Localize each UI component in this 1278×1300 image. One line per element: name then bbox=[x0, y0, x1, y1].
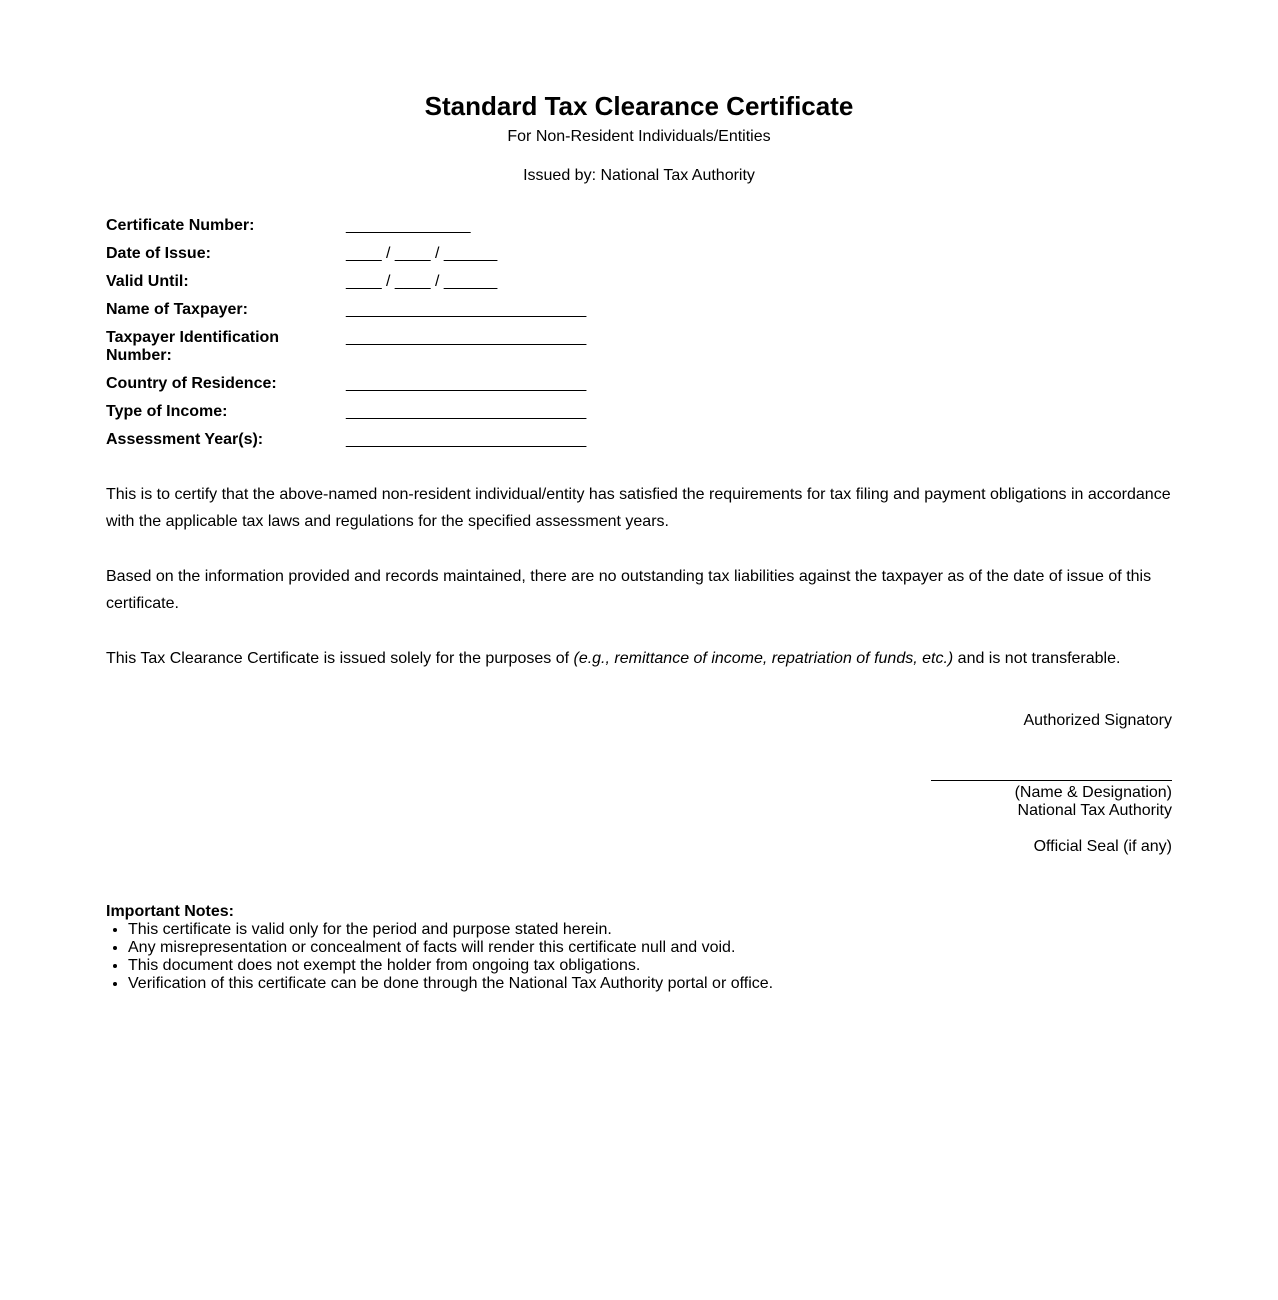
field-row-certificate-number bbox=[106, 216, 1172, 244]
name-designation: (Name & Designation) bbox=[1014, 784, 1172, 801]
liabilities-paragraph: Based on the information provided and records maintained, there are no outstanding tax liabilities against the taxpayer as of the date of issue of this certificate. bbox=[106, 568, 1152, 612]
authority-name: National Tax Authority bbox=[1017, 802, 1172, 819]
field-row-type-of-income bbox=[106, 402, 1172, 430]
field-label: Country of Residence: bbox=[106, 375, 277, 392]
field-blank: ____ / ____ / ______ bbox=[346, 273, 498, 290]
field-row-date-of-issue bbox=[106, 244, 1172, 272]
page-title: Standard Tax Clearance Certificate bbox=[424, 91, 854, 121]
signature-line bbox=[931, 780, 1172, 781]
issuer-line: Issued by: National Tax Authority bbox=[523, 167, 755, 184]
notes-title: Important Notes: bbox=[106, 903, 234, 920]
signatory-heading: Authorized Signatory bbox=[1023, 712, 1172, 729]
important-notes bbox=[106, 903, 1172, 993]
purpose-text-start: This Tax Clearance Certificate is issued solely for the purposes of bbox=[106, 650, 574, 667]
field-label: Certificate Number: bbox=[106, 217, 255, 234]
field-row-name-of-taxpayer bbox=[106, 300, 1172, 328]
list-item: • This certificate is valid only for the period and purpose stated herein. bbox=[128, 921, 1172, 939]
field-blank: ___________________________ bbox=[346, 375, 587, 392]
field-blank: ______________ bbox=[346, 217, 471, 234]
certificate-fields bbox=[106, 216, 1172, 458]
field-label: Valid Until: bbox=[106, 273, 189, 290]
purpose-paragraph bbox=[106, 645, 1172, 672]
field-label: Taxpayer Identification Number: bbox=[106, 329, 280, 364]
field-blank: ___________________________ bbox=[346, 403, 587, 420]
field-blank: ____ / ____ / ______ bbox=[346, 245, 498, 262]
certification-paragraph: This is to certify that the above-named non-resident individual/entity has satisfied the requirements for tax filing and payment obligations in accordance with the applicable tax laws and regulations for the specified assessment years. bbox=[106, 486, 1171, 530]
purpose-examples: (e.g., remittance of income, repatriation of funds, etc.) bbox=[573, 650, 954, 667]
field-row-valid-until bbox=[106, 272, 1172, 300]
field-blank: ___________________________ bbox=[346, 301, 587, 318]
purpose-text-end: and is not transferable. bbox=[953, 650, 1121, 667]
field-label: Name of Taxpayer: bbox=[106, 301, 248, 318]
field-label: Type of Income: bbox=[106, 403, 228, 420]
list-item: • This document does not exempt the holder from ongoing tax obligations. bbox=[128, 957, 1172, 975]
field-row-country-of-residence bbox=[106, 374, 1172, 402]
field-blank: ___________________________ bbox=[346, 431, 587, 448]
field-blank: ___________________________ bbox=[346, 329, 587, 346]
official-seal: Official Seal (if any) bbox=[1033, 838, 1172, 855]
field-row-taxpayer-id bbox=[106, 328, 1172, 374]
list-item: • Any misrepresentation or concealment of facts will render this certificate null and void. bbox=[128, 939, 1172, 957]
field-label: Date of Issue: bbox=[106, 245, 211, 262]
notes-list bbox=[106, 921, 1172, 993]
field-row-assessment-years bbox=[106, 430, 1172, 458]
list-item: • Verification of this certificate can be done through the National Tax Authority portal or office. bbox=[128, 975, 1172, 993]
page-subtitle: For Non-Resident Individuals/Entities bbox=[507, 128, 771, 145]
field-label: Assessment Year(s): bbox=[106, 431, 264, 448]
